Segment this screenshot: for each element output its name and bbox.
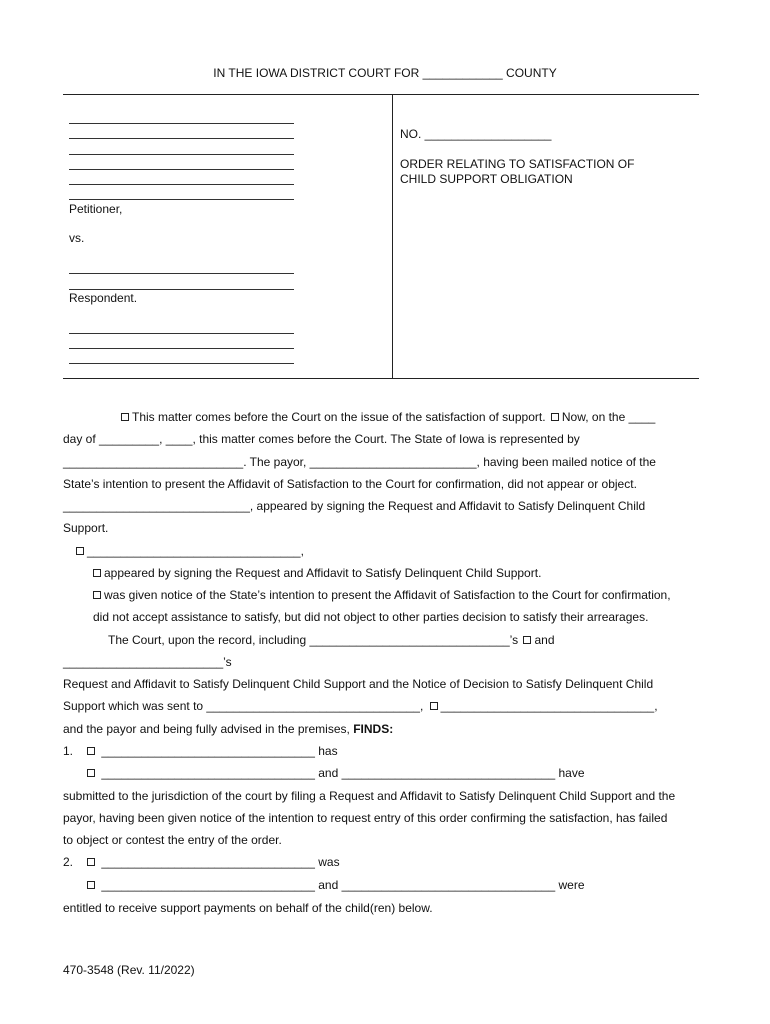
- finding-1-text-2: payor, having been given notice of the intention to request entry of this order confirming the satisfaction, has failed: [63, 811, 668, 825]
- finding-1-number: 1.: [63, 744, 74, 758]
- checkbox[interactable]: [551, 413, 559, 421]
- caption-bottom-rule: [63, 378, 699, 379]
- body-line-4: State’s intention to present the Affidavit of Satisfaction to the Court for confirmation, did not appear or object.: [63, 477, 637, 491]
- checkbox[interactable]: [430, 702, 438, 710]
- finding-2-option-a: ________________________________ was: [87, 855, 340, 869]
- respondent-name-line[interactable]: [69, 289, 294, 290]
- order-title-line2: CHILD SUPPORT OBLIGATION: [400, 172, 573, 186]
- party-name-line[interactable]: [69, 363, 294, 364]
- petitioner-name-line[interactable]: [69, 169, 294, 170]
- checkbox[interactable]: [76, 547, 84, 555]
- finding-1-option-b: ________________________________ and ________________________________ have: [87, 766, 585, 780]
- petitioner-name-line[interactable]: [69, 154, 294, 155]
- body-line-10: did not accept assistance to satisfy, but did not object to other parties decision to satisfy their arrearages.: [93, 610, 649, 624]
- order-title-line1: ORDER RELATING TO SATISFACTION OF: [400, 157, 635, 171]
- body-line-3: ___________________________. The payor, _________________________, having been mailed notice of the: [63, 455, 656, 469]
- case-number[interactable]: NO. ___________________: [400, 127, 552, 141]
- appeared-option: appeared by signing the Request and Affidavit to Satisfy Delinquent Child Support.: [93, 566, 541, 580]
- petitioner-name-line[interactable]: [69, 184, 294, 185]
- respondent-label: Respondent.: [69, 291, 138, 305]
- finding-2-number: 2.: [63, 855, 74, 869]
- body-line-15: and the payor and being fully advised in the premises, FINDS:: [63, 722, 394, 736]
- checkbox[interactable]: [93, 591, 101, 599]
- party-name-line[interactable]: [69, 348, 294, 349]
- body-line-14: Support which was sent to ________________________________, ________________________________,: [63, 699, 658, 713]
- body-line-6: Support.: [63, 521, 109, 535]
- body-line-1: This matter comes before the Court on the issue of the satisfaction of support. Now, on the ____: [121, 410, 655, 424]
- finding-1-option-a: ________________________________ has: [87, 744, 338, 758]
- vs-label: vs.: [69, 231, 85, 245]
- respondent-name-line[interactable]: [69, 273, 294, 274]
- finds-heading: FINDS:: [353, 722, 394, 736]
- petitioner-name-line[interactable]: [69, 123, 294, 124]
- party-option-line: ________________________________,: [76, 544, 304, 558]
- checkbox[interactable]: [87, 858, 95, 866]
- petitioner-name-line[interactable]: [69, 199, 294, 200]
- finding-1-text-1: submitted to the jurisdiction of the court by filing a Request and Affidavit to Satisfy Delinquent Child Support and the: [63, 789, 676, 803]
- finding-1-text-3: to object or contest the entry of the order.: [63, 833, 282, 847]
- finding-2-option-b: ________________________________ and ________________________________ were: [87, 878, 585, 892]
- checkbox[interactable]: [93, 569, 101, 577]
- checkbox[interactable]: [121, 413, 129, 421]
- body-line-5: ____________________________, appeared by signing the Request and Affidavit to Satisfy Delinquent Child: [63, 499, 646, 513]
- form-number: 470-3548 (Rev. 11/2022): [63, 963, 195, 977]
- court-title: IN THE IOWA DISTRICT COURT FOR ____________ COUNTY: [213, 66, 557, 80]
- petitioner-label: Petitioner,: [69, 202, 123, 216]
- body-line-2: day of _________, ____, this matter comes before the Court. The State of Iowa is represented by: [63, 432, 580, 446]
- body-line-13: Request and Affidavit to Satisfy Delinquent Child Support and the Notice of Decision to Satisfy Delinquent Child: [63, 677, 654, 691]
- petitioner-name-line[interactable]: [69, 138, 294, 139]
- notice-option: was given notice of the State’s intention to present the Affidavit of Satisfaction to the Court for confirmation,: [93, 588, 671, 602]
- finding-2-text: entitled to receive support payments on behalf of the child(ren) below.: [63, 901, 433, 915]
- caption-divider: [392, 95, 393, 379]
- body-line-11: The Court, upon the record, including ______________________________’s and: [108, 633, 555, 647]
- party-name-line[interactable]: [69, 333, 294, 334]
- checkbox[interactable]: [87, 747, 95, 755]
- checkbox[interactable]: [87, 881, 95, 889]
- checkbox[interactable]: [523, 636, 531, 644]
- caption-top-rule: [63, 94, 699, 95]
- checkbox[interactable]: [87, 769, 95, 777]
- body-line-12: ________________________’s: [63, 655, 232, 669]
